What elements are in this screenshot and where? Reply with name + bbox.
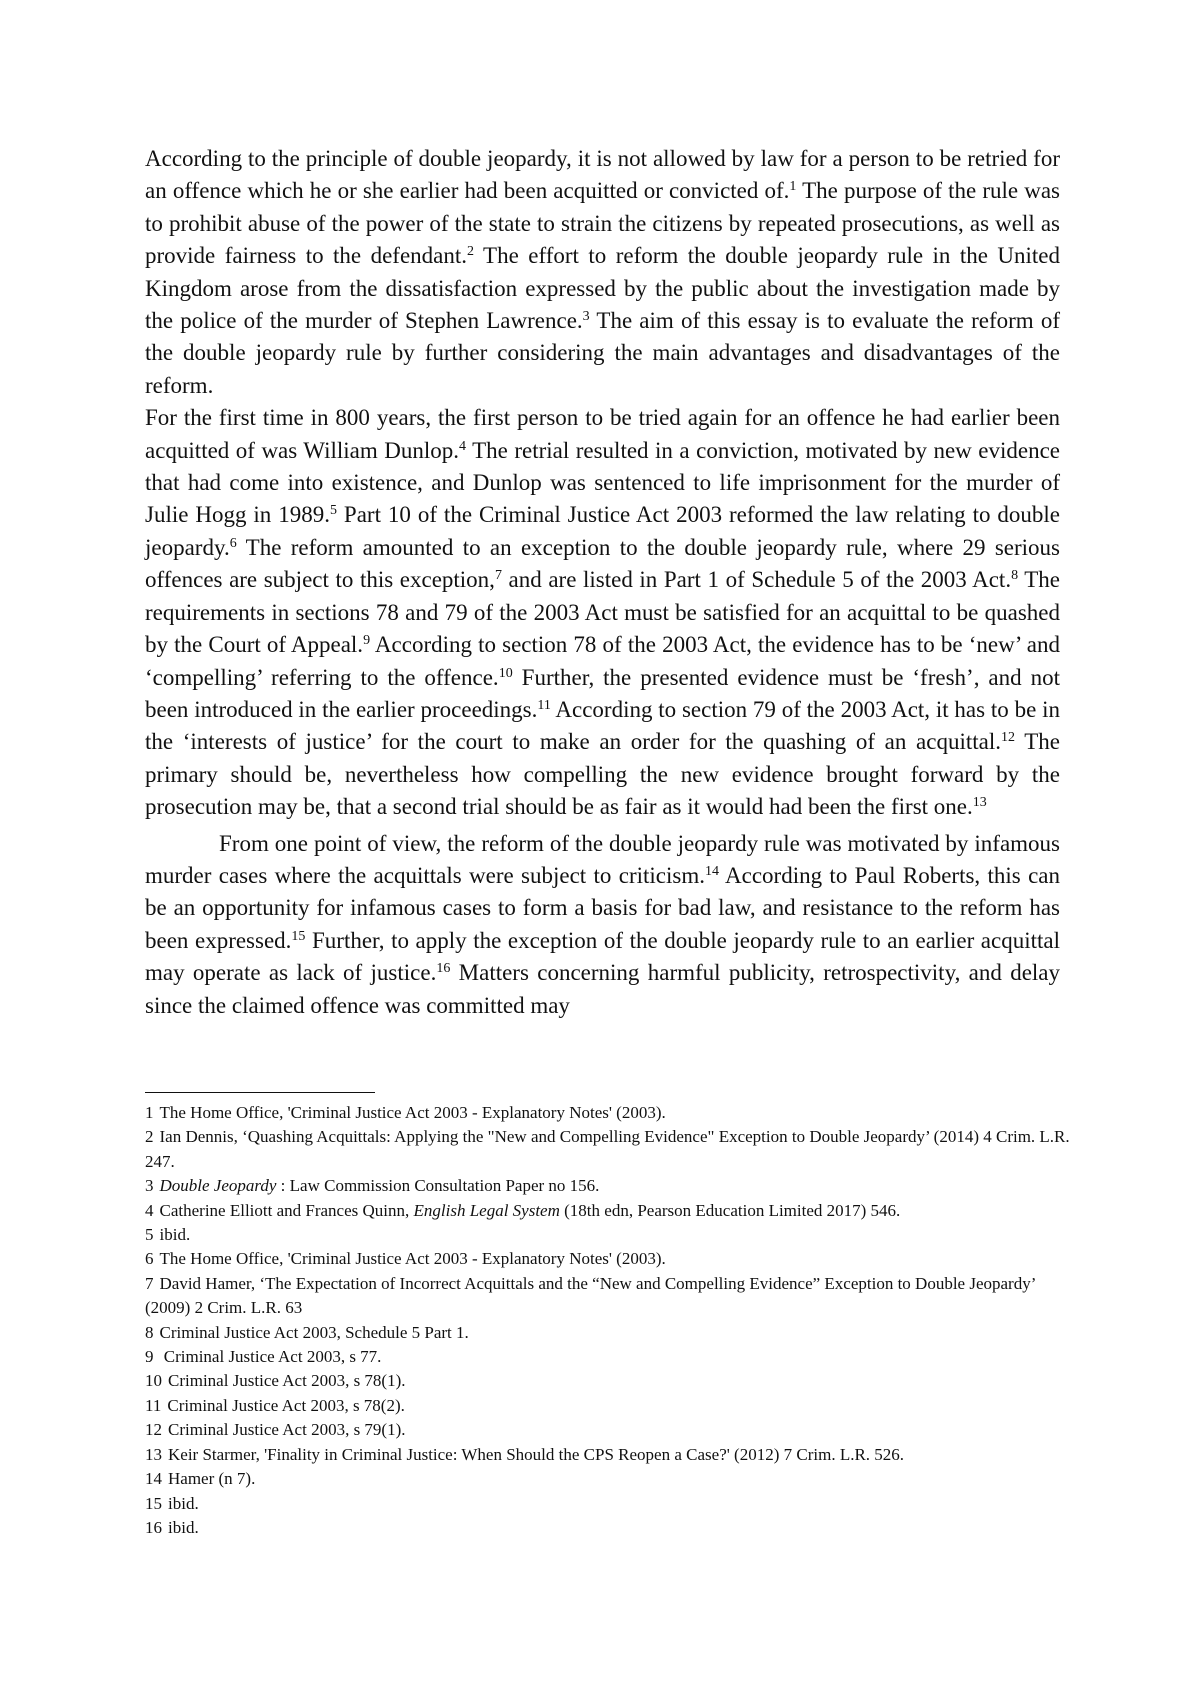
footnote-ref-14[interactable]: 14 bbox=[704, 863, 719, 879]
footnote-1 bbox=[145, 1101, 1070, 1125]
footnote-ref-3[interactable]: 3 bbox=[582, 309, 590, 325]
footnote-number: 12 bbox=[145, 1420, 162, 1440]
footnote-text: Criminal Justice Act 2003, s 79(1). bbox=[168, 1420, 406, 1440]
footnote-text: Ian Dennis, ‘Quashing Acquittals: Applying the "New and Compelling Evidence" Exception to Double Jeopardy’ (2014) 4 Crim. L.R. 247. bbox=[145, 1127, 1070, 1171]
footnote-8 bbox=[145, 1321, 1070, 1345]
footnote-number: 14 bbox=[145, 1469, 162, 1489]
footnote-text: Catherine Elliott and Frances Quinn, bbox=[159, 1200, 414, 1220]
footnote-ref-1[interactable]: 1 bbox=[789, 179, 797, 195]
footnote-11 bbox=[145, 1394, 1070, 1418]
footnote-13 bbox=[145, 1443, 1070, 1467]
text-run: The requirements in sections 78 and 79 of the 2003 Act must be satisfied for an acquittal to be quashed by the Court of Appeal. bbox=[145, 567, 1061, 658]
text-run: For the first time in 800 years, the first person to be tried again for an offence he had earlier been acquitted of was William Dunlop. bbox=[145, 405, 1060, 463]
text-run: Part 10 of the Criminal Justice Act 2003 reformed the law relating to double jeopardy. bbox=[145, 502, 1060, 560]
text-run: The reform amounted to an exception to the double jeopardy rule, where 29 serious offences are subject to this exception, bbox=[145, 534, 1060, 593]
footnote-ref-16[interactable]: 16 bbox=[436, 961, 451, 977]
body-text bbox=[145, 143, 1060, 1022]
text-run: The retrial resulted in a conviction, motivated by new evidence that had come into existence, and Dunlop was sentenced to life imprisonment for the murder of Julie Hogg in 1989. bbox=[145, 437, 1060, 528]
footnote-ref-13[interactable]: 13 bbox=[972, 795, 987, 811]
footnote-number: 10 bbox=[145, 1371, 162, 1391]
footnote-9 bbox=[145, 1345, 1070, 1369]
footnote-text: David Hamer, ‘The Expectation of Incorrect Acquittals and the “New and Compelling Evidence” Exception to Double Jeopardy’ (2009) 2 Crim. L.R. 63 bbox=[145, 1273, 1036, 1318]
footnote-2 bbox=[145, 1125, 1070, 1174]
footnote-ref-8[interactable]: 8 bbox=[1011, 568, 1019, 584]
footnote-number: 6 bbox=[145, 1249, 154, 1269]
footnote-number: 5 bbox=[145, 1225, 154, 1245]
footnote-number: 11 bbox=[145, 1395, 162, 1415]
footnote-separator bbox=[145, 1092, 375, 1093]
footnote-number: 9 bbox=[145, 1347, 154, 1367]
footnote-ref-9[interactable]: 9 bbox=[363, 633, 371, 649]
footnote-10 bbox=[145, 1369, 1070, 1393]
footnote-text: ibid. bbox=[168, 1493, 199, 1513]
text-run: According to section 79 of the 2003 Act, it has to be in the ‘interests of justice’ for the court to make an order for the quashing of an acquittal. bbox=[145, 696, 1060, 755]
footnote-text: ibid. bbox=[159, 1225, 191, 1245]
footnote-italic-title: English Legal System bbox=[413, 1200, 560, 1220]
footnote-text: The Home Office, 'Criminal Justice Act 2003 - Explanatory Notes' (2003). bbox=[159, 1249, 666, 1269]
footnote-text: ibid. bbox=[168, 1517, 199, 1537]
text-run: The effort to reform the double jeopardy rule in the United Kingdom arose from the dissatisfaction expressed by the public about the investigation made by the police of the murder of Stephen Lawrence. bbox=[145, 243, 1060, 334]
footnote-ref-11[interactable]: 11 bbox=[537, 697, 551, 713]
text-run: and are listed in Part 1 of Schedule 5 of the 2003 Act. bbox=[501, 567, 1012, 593]
footnote-text: : Law Commission Consultation Paper no 156. bbox=[276, 1176, 600, 1196]
text-run: From one point of view, the reform of the double jeopardy rule was motivated by infamous murder cases where the acquittals were subject to criticism. bbox=[145, 830, 1060, 888]
footnote-text: Keir Starmer, 'Finality in Criminal Justice: When Should the CPS Reopen a Case?' (2012) 7 Crim. L.R. 526. bbox=[168, 1444, 905, 1464]
paragraph-2 bbox=[145, 402, 1060, 823]
footnote-text: Criminal Justice Act 2003, Schedule 5 Part 1. bbox=[159, 1322, 469, 1342]
footnote-number: 3 bbox=[145, 1176, 154, 1196]
footnotes bbox=[145, 1101, 1070, 1540]
footnote-ref-6[interactable]: 6 bbox=[229, 535, 237, 551]
footnote-ref-4[interactable]: 4 bbox=[459, 438, 466, 454]
footnote-5 bbox=[145, 1223, 1070, 1247]
footnote-ref-7[interactable]: 7 bbox=[494, 568, 502, 584]
text-run: Further, the presented evidence must be ‘fresh’, and not been introduced in the earlier proceedings. bbox=[145, 664, 1060, 722]
footnote-ref-15[interactable]: 15 bbox=[291, 928, 306, 944]
footnote-number: 13 bbox=[145, 1444, 162, 1464]
footnote-text: Hamer (n 7). bbox=[168, 1469, 256, 1489]
footnote-number: 8 bbox=[145, 1322, 154, 1342]
footnote-7 bbox=[145, 1272, 1070, 1321]
footnote-ref-10[interactable]: 10 bbox=[498, 665, 513, 681]
footnote-3 bbox=[145, 1174, 1070, 1198]
footnote-text: Criminal Justice Act 2003, s 78(1). bbox=[168, 1371, 406, 1391]
text-run: The purpose of the rule was to prohibit abuse of the power of the state to strain the citizens by repeated prosecutions, as well as provide fairness to the defendant. bbox=[145, 178, 1061, 269]
footnote-14 bbox=[145, 1467, 1070, 1491]
text-run: According to section 78 of the 2003 Act, the evidence has to be ‘new’ and ‘compelling’ referring to the offence. bbox=[145, 632, 1060, 690]
paragraph-3 bbox=[145, 828, 1060, 1022]
footnote-16 bbox=[145, 1516, 1070, 1540]
text-run: The primary should be, nevertheless how compelling the new evidence brought forward by the prosecution may be, that a second trial should be as fair as it would had been the first one. bbox=[145, 729, 1061, 820]
footnote-6 bbox=[145, 1247, 1070, 1271]
footnote-number: 15 bbox=[145, 1493, 162, 1513]
footnote-12 bbox=[145, 1418, 1070, 1442]
footnote-number: 1 bbox=[145, 1103, 154, 1122]
footnote-number: 7 bbox=[145, 1273, 154, 1293]
footnote-15 bbox=[145, 1492, 1070, 1516]
footnote-ref-5[interactable]: 5 bbox=[330, 503, 337, 519]
footnote-text: Criminal Justice Act 2003, s 78(2). bbox=[167, 1395, 405, 1415]
text-run: The aim of this essay is to evaluate the reform of the double jeopardy rule by further considering the main advantages and disadvantages of the reform. bbox=[145, 308, 1061, 398]
footnote-text: The Home Office, 'Criminal Justice Act 2003 - Explanatory Notes' (2003). bbox=[159, 1103, 666, 1122]
text-run: Matters concerning harmful publicity, retrospectivity, and delay since the claimed offence was committed may bbox=[145, 960, 1060, 1018]
footnote-number: 2 bbox=[145, 1127, 154, 1147]
footnote-text: (18th edn, Pearson Education Limited 2017) 546. bbox=[559, 1200, 901, 1220]
footnote-italic-title: Double Jeopardy bbox=[159, 1176, 277, 1196]
footnote-text: Criminal Justice Act 2003, s 77. bbox=[159, 1347, 382, 1367]
text-run: According to the principle of double jeopardy, it is not allowed by law for a person to be retried for an offence which he or she earlier had been acquitted or convicted of. bbox=[145, 146, 1060, 204]
footnote-4 bbox=[145, 1199, 1070, 1223]
paragraph-1 bbox=[145, 143, 1060, 402]
text-run: Further, to apply the exception of the double jeopardy rule to an earlier acquittal may operate as lack of justice. bbox=[145, 927, 1060, 986]
footnote-ref-12[interactable]: 12 bbox=[1001, 730, 1015, 746]
footnote-number: 4 bbox=[145, 1200, 154, 1220]
footnote-number: 16 bbox=[145, 1517, 162, 1537]
text-run: According to Paul Roberts, this can be an opportunity for infamous cases to form a basis for bad law, and resistance to the reform has been expressed. bbox=[145, 862, 1060, 953]
footnote-ref-2[interactable]: 2 bbox=[467, 244, 475, 260]
